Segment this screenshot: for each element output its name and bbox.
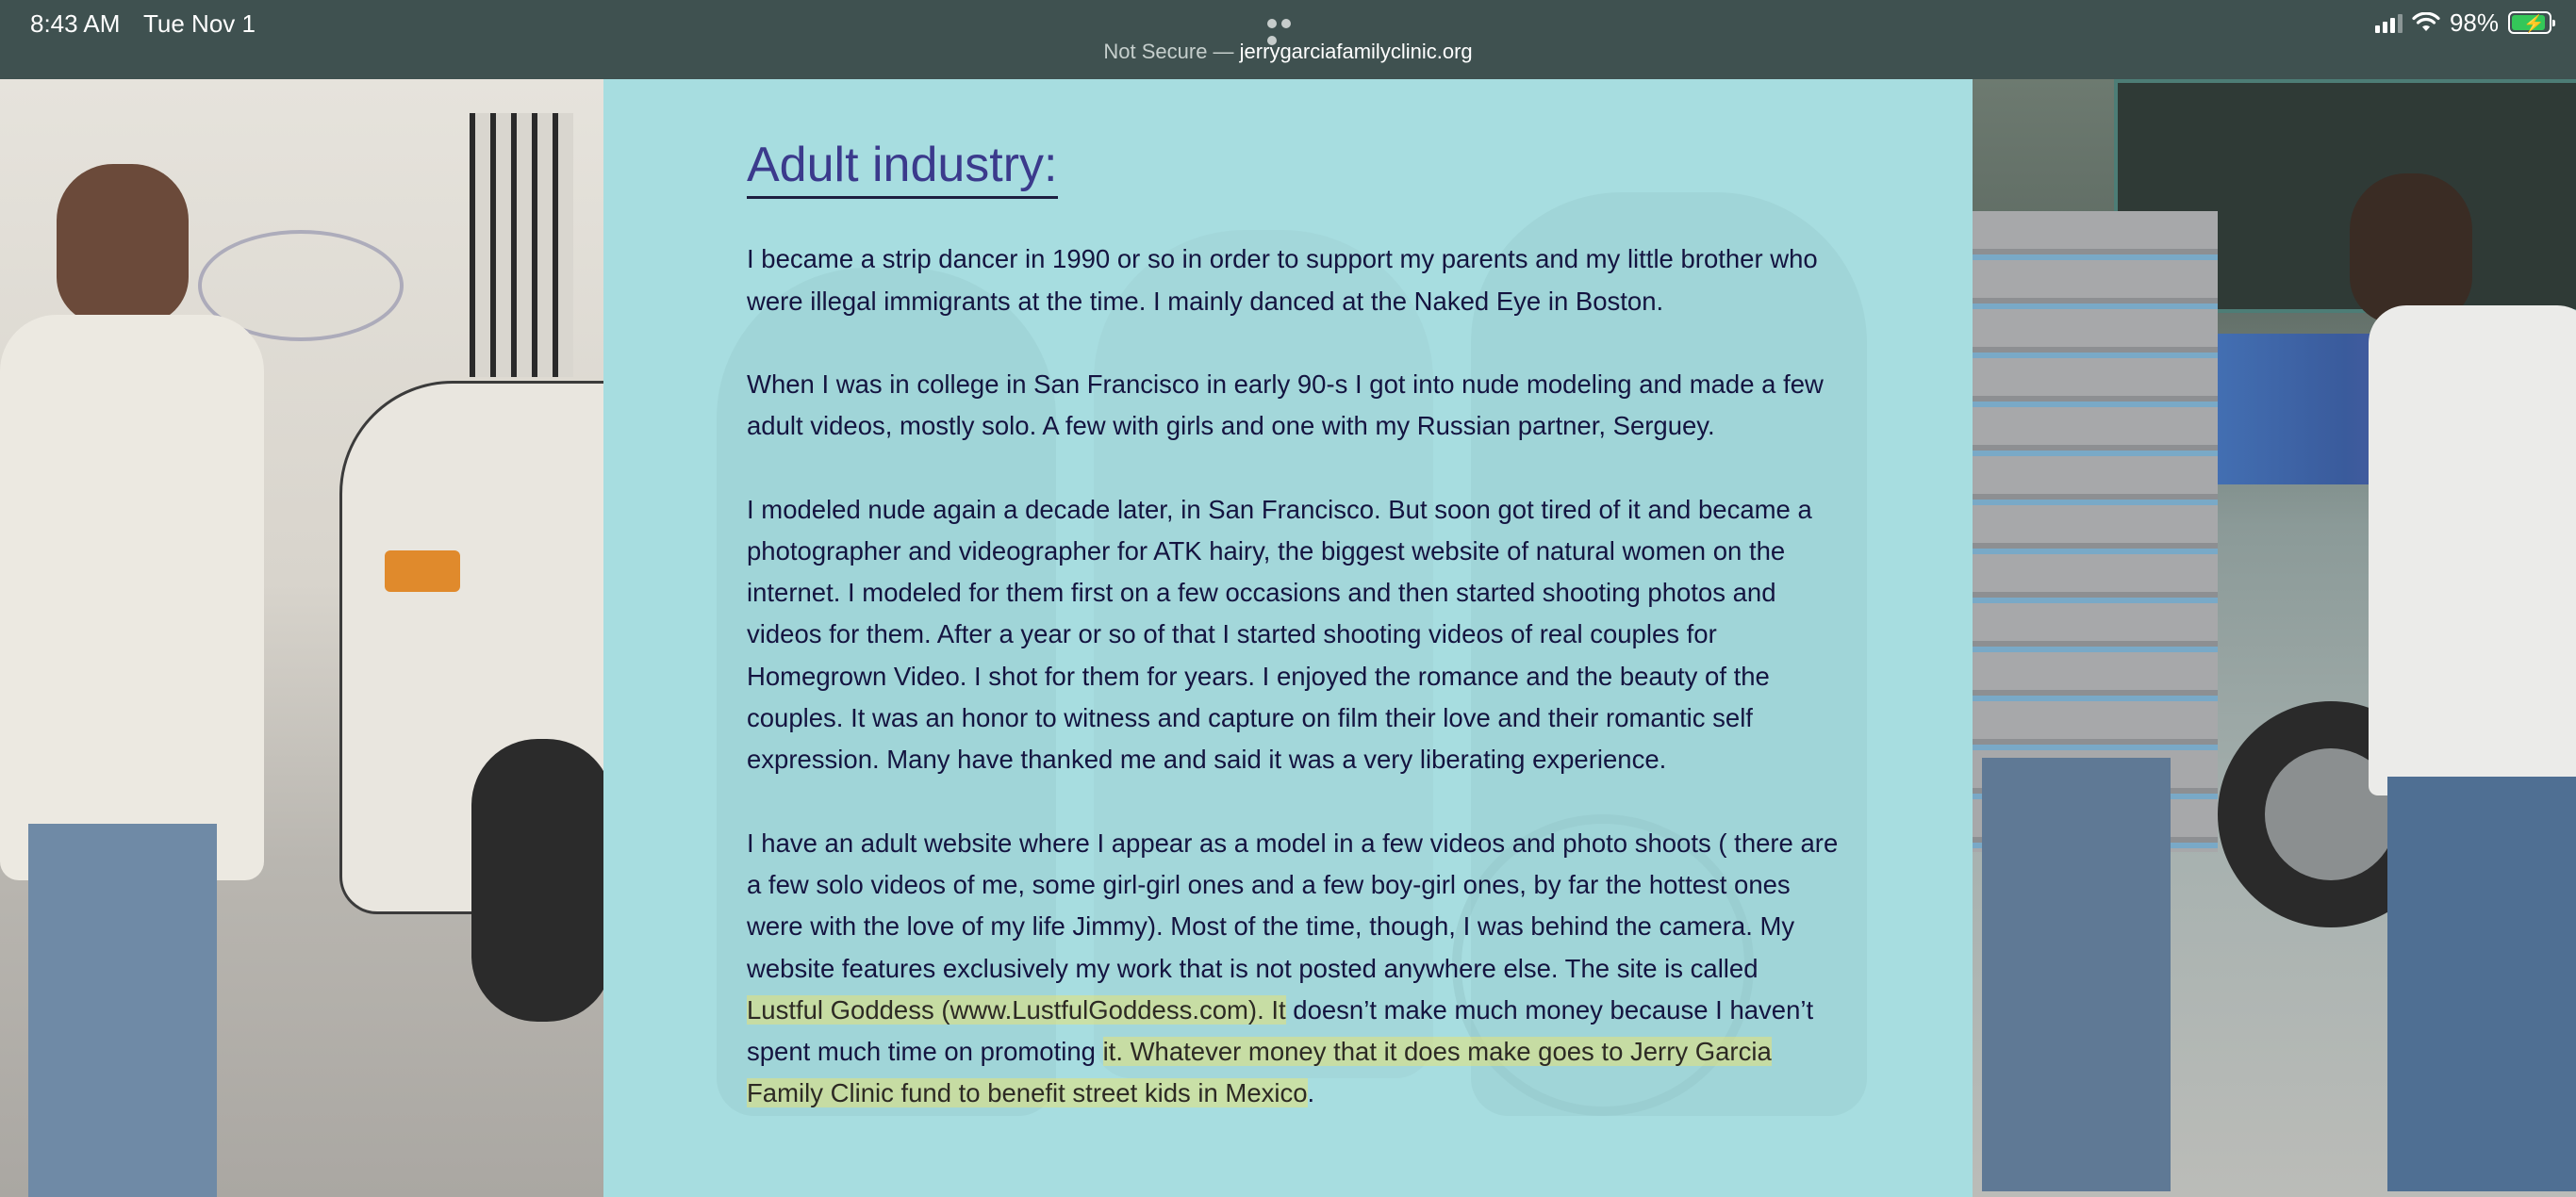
person-shirt xyxy=(0,315,264,880)
paragraph-4-text-2: doesn’t make much money because I haven’t spent much time on promoting xyxy=(747,994,1814,1067)
paragraph-4-text-1: I have an adult website where I appear as a model in a few videos and photo shoots ( there are a few solo videos of me, some girl-girl ones and a few boy-girl ones, by far the hottest ones were with the love of my life Jimmy). Most of the time, though, I was behind the camera. My website features exclusively my work that is not posted anywhere else. The site is called xyxy=(747,828,1839,983)
person-jeans-far-right xyxy=(2387,777,2576,1191)
window-grill xyxy=(470,113,573,377)
paragraph-3: I modeled nude again a decade later, in San Francisco. But soon got tired of it and became a photographer and videographer for ATK hairy, the biggest website of natural women on the internet. I modeled for them first on a few occasions and then started shooting photos and videos for them. After a year or so of that I started shooting videos of real couples for Homegrown Video. I shot for them for years. I enjoyed the romance and the beauty of the couples. It was an honor to witness and capture on film their love and their romantic self expression. Many have thanked me and said it was a very liberating experience. xyxy=(747,494,1812,775)
address-bar[interactable] xyxy=(0,40,2576,64)
highlighted-text-1[interactable]: Lustful Goddess (www.LustfulGoddess.com). It xyxy=(747,994,1286,1025)
person-head-right xyxy=(2350,173,2472,324)
person-jeans-right xyxy=(1982,758,2171,1191)
page-title: Adult industry: xyxy=(747,136,1058,199)
person-jeans xyxy=(28,824,217,1197)
highlighted-text-2[interactable]: it. Whatever money that it does make goes to Jerry Garcia Family Clinic fund to benefit street kids in Mexico xyxy=(747,1037,1772,1108)
person-head xyxy=(57,164,189,324)
status-time: 8:43 AM xyxy=(30,9,121,38)
paragraph-4-text-3: . xyxy=(1307,1078,1315,1108)
content-panel xyxy=(603,79,1973,1197)
battery-percent: 98% xyxy=(2449,8,2499,37)
truck-wheel xyxy=(471,739,613,1022)
status-date: Tue Nov 1 xyxy=(143,9,256,38)
security-label: Not Secure — xyxy=(1103,40,1234,63)
paragraph-1: I became a strip dancer in 1990 or so in order to support my parents and my little brother who were illegal immigrants at the time. I mainly danced at the Naked Eye in Boston. xyxy=(747,244,1818,316)
person-tshirt xyxy=(2369,305,2576,795)
cellular-signal-icon xyxy=(2375,12,2403,33)
right-status xyxy=(2375,8,2551,38)
multitasking-dots-icon[interactable] xyxy=(1267,16,1309,25)
paragraph-4 xyxy=(747,823,1841,1115)
paragraph-2: When I was in college in San Francisco in early 90-s I got into nude modeling and made a few adult videos, mostly solo. A few with girls and one with my Russian partner, Serguey. xyxy=(747,369,1824,441)
url-host: jerrygarciafamilyclinic.org xyxy=(1239,40,1473,63)
article xyxy=(747,136,1841,1115)
charging-bolt-icon: ⚡ xyxy=(2523,14,2545,33)
status-bar xyxy=(0,0,2576,79)
truck-headlight xyxy=(385,550,460,592)
person-hoodie xyxy=(1973,211,2218,852)
background-photo-right xyxy=(1973,79,2576,1197)
background-photo-left xyxy=(0,79,603,1197)
wifi-icon xyxy=(2412,12,2440,33)
battery-icon xyxy=(2508,11,2551,34)
